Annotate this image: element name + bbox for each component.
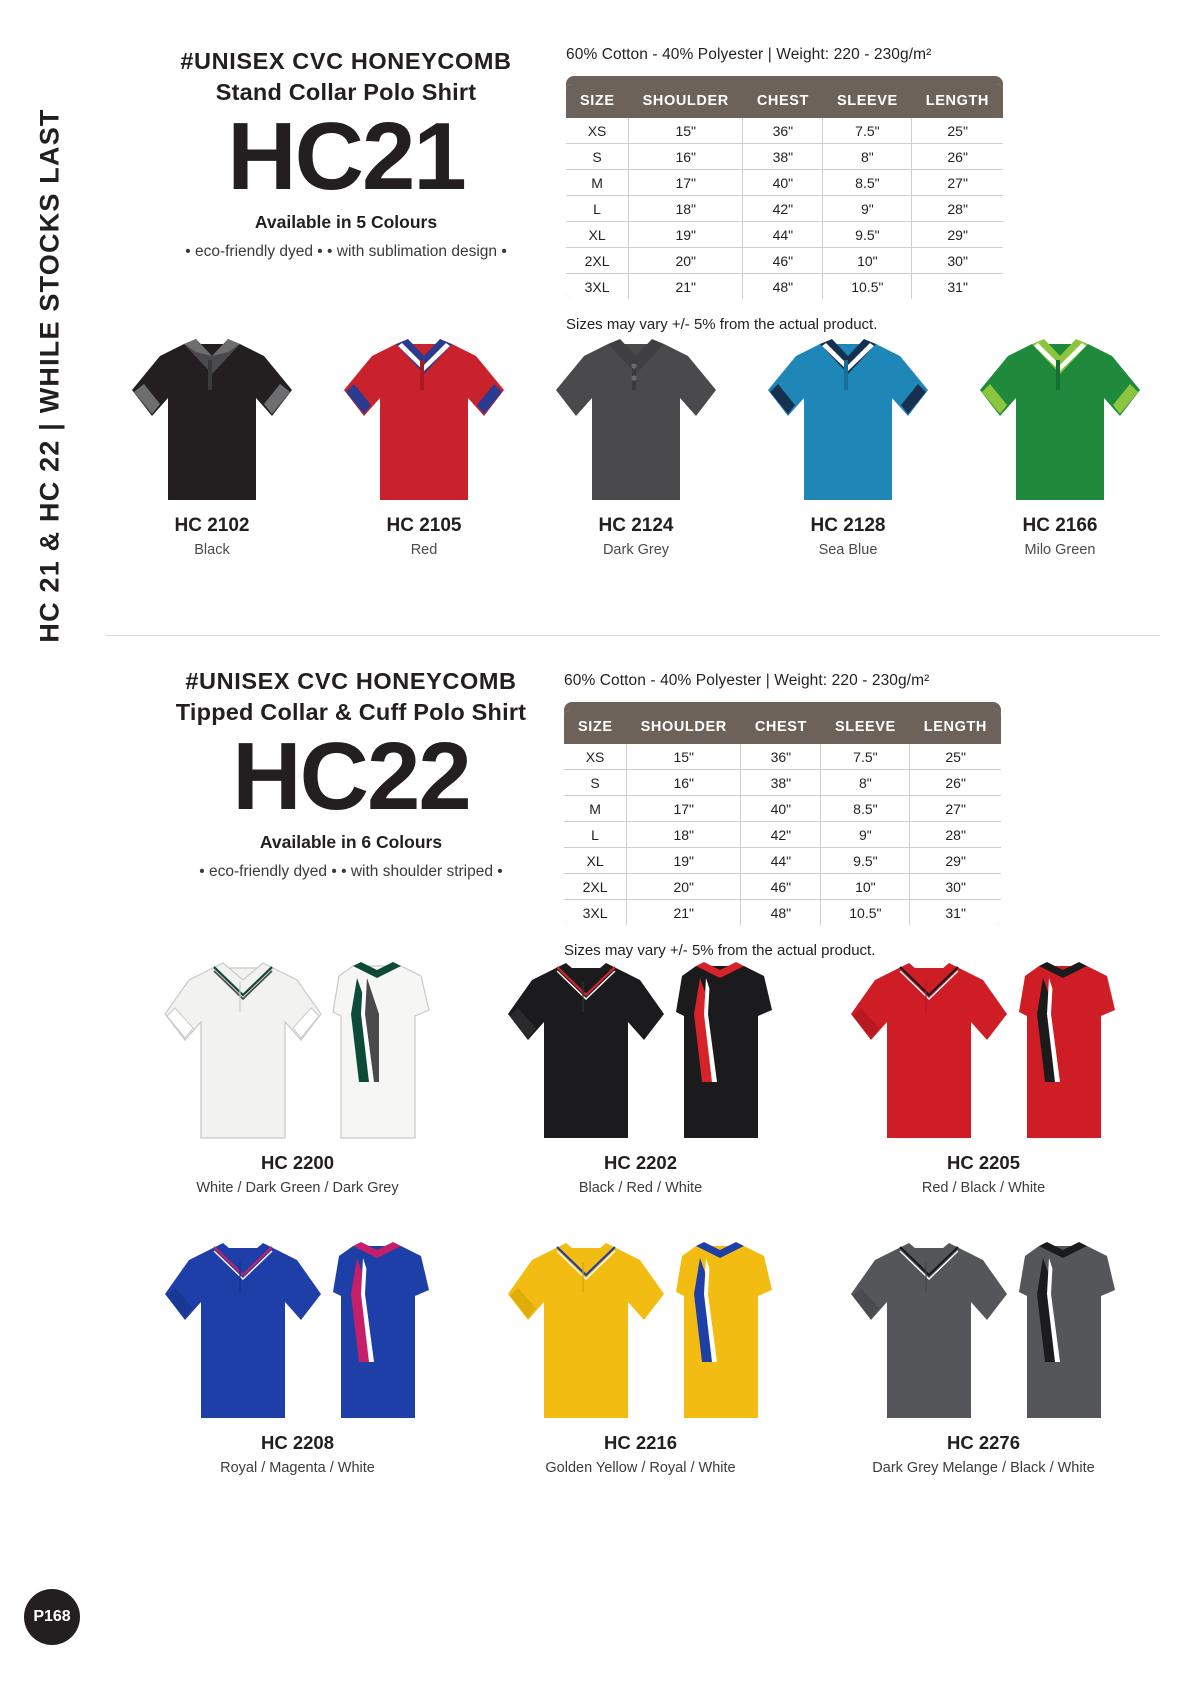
- cell-length: 28": [910, 822, 1001, 848]
- product-code: HC 2166: [1022, 515, 1098, 536]
- polo-shirt-pair-illustration: [153, 1232, 443, 1432]
- product-colour: Dark Grey Melange / Black / White: [872, 1460, 1095, 1476]
- product-hc2128[interactable]: [742, 330, 954, 558]
- cell-length: 25": [912, 118, 1003, 144]
- th-size: SIZE: [566, 84, 629, 118]
- table-row: [564, 848, 1001, 874]
- cell-shoulder: 21": [629, 274, 743, 300]
- cell-chest: 38": [741, 770, 821, 796]
- polo-shirt-illustration: [122, 330, 302, 515]
- product-colour: Red / Black / White: [921, 1180, 1046, 1196]
- cell-sleeve: 7.5": [823, 118, 912, 144]
- product-code: HC 2202: [603, 1152, 677, 1173]
- product-code: HC 2208: [260, 1432, 334, 1453]
- hc21-heading-line1: #UNISEX CVC HONEYCOMB: [180, 48, 512, 74]
- cell-shoulder: 21": [627, 900, 741, 926]
- cell-sleeve: 9.5": [821, 848, 910, 874]
- table-header-row: [564, 710, 1001, 744]
- product-hc2200[interactable]: [126, 952, 469, 1196]
- cell-size: XS: [564, 744, 627, 770]
- cell-size: 3XL: [564, 900, 627, 926]
- product-hc2205[interactable]: [812, 952, 1155, 1196]
- product-colour: Golden Yellow / Royal / White: [545, 1460, 736, 1476]
- hc21-size-table-wrap: [566, 76, 1003, 299]
- table-row: [564, 874, 1001, 900]
- cell-length: 30": [912, 248, 1003, 274]
- cell-size: XS: [566, 118, 629, 144]
- polo-shirt-illustration: [546, 330, 726, 515]
- cell-shoulder: 18": [629, 196, 743, 222]
- product-colour: Sea Blue: [818, 542, 878, 558]
- hc22-heading-line2: Tipped Collar & Cuff Polo Shirt: [175, 699, 527, 725]
- hc22-product-row-2: [126, 1232, 1156, 1476]
- hc21-features: • eco-friendly dyed • • with sublimation design •: [185, 242, 507, 260]
- hc21-availability: Available in 5 Colours: [254, 211, 438, 232]
- cell-sleeve: 9.5": [823, 222, 912, 248]
- product-code: HC 2205: [946, 1152, 1020, 1173]
- cell-sleeve: 8.5": [823, 170, 912, 196]
- product-colour: Red: [410, 542, 438, 558]
- product-hc2102[interactable]: [106, 330, 318, 558]
- polo-shirt-pair-illustration: [839, 1232, 1129, 1432]
- product-colour: Black: [194, 542, 230, 558]
- hc21-spec-block: [566, 46, 1166, 333]
- hc22-heading-line1: #UNISEX CVC HONEYCOMB: [185, 668, 517, 694]
- sidebar-vertical-label: HC 21 & HC 22 | WHILE STOCKS LAST: [34, 108, 65, 643]
- cell-chest: 44": [743, 222, 823, 248]
- hc21-title-block: [126, 48, 566, 261]
- product-hc2124[interactable]: [530, 330, 742, 558]
- cell-length: 29": [912, 222, 1003, 248]
- cell-shoulder: 17": [627, 796, 741, 822]
- cell-shoulder: 17": [629, 170, 743, 196]
- cell-chest: 48": [741, 900, 821, 926]
- product-code: HC 2128: [810, 515, 886, 536]
- cell-sleeve: 7.5": [821, 744, 910, 770]
- hc22-spec-block: [564, 672, 1174, 959]
- cell-sleeve: 10": [823, 248, 912, 274]
- cell-length: 27": [910, 796, 1001, 822]
- polo-shirt-pair-illustration: [153, 952, 443, 1152]
- cell-shoulder: 15": [627, 744, 741, 770]
- hc22-size-table-wrap: [564, 702, 1001, 925]
- cell-sleeve: 8": [821, 770, 910, 796]
- th-shoulder: SHOULDER: [629, 84, 743, 118]
- cell-length: 25": [910, 744, 1001, 770]
- product-hc2105[interactable]: [318, 330, 530, 558]
- hc21-heading-line2: Stand Collar Polo Shirt: [215, 79, 477, 105]
- polo-shirt-illustration: [334, 330, 514, 515]
- cell-shoulder: 20": [629, 248, 743, 274]
- table-row: [564, 822, 1001, 848]
- product-colour: White / Dark Green / Dark Grey: [196, 1180, 399, 1196]
- product-colour: Milo Green: [1024, 542, 1096, 558]
- hc21-fabric-spec: 60% Cotton - 40% Polyester | Weight: 220 - 230g/m²: [566, 46, 932, 63]
- cell-size: S: [566, 144, 629, 170]
- table-row: [566, 222, 1003, 248]
- cell-length: 31": [912, 274, 1003, 300]
- cell-sleeve: 9": [821, 822, 910, 848]
- product-code: HC 2124: [598, 515, 674, 536]
- product-code: HC 2102: [174, 515, 250, 536]
- hc22-features: • eco-friendly dyed • • with shoulder striped •: [199, 862, 503, 880]
- product-colour: Dark Grey: [602, 542, 670, 558]
- product-hc2276[interactable]: [812, 1232, 1155, 1476]
- product-hc2208[interactable]: [126, 1232, 469, 1476]
- th-chest: CHEST: [741, 710, 821, 744]
- cell-shoulder: 15": [629, 118, 743, 144]
- table-row: [566, 274, 1003, 300]
- th-length: LENGTH: [910, 710, 1001, 744]
- polo-shirt-pair-illustration: [839, 952, 1129, 1152]
- table-row: [564, 744, 1001, 770]
- th-length: LENGTH: [912, 84, 1003, 118]
- cell-sleeve: 10.5": [821, 900, 910, 926]
- th-sleeve: SLEEVE: [821, 710, 910, 744]
- cell-size: 2XL: [564, 874, 627, 900]
- product-hc2166[interactable]: [954, 330, 1166, 558]
- cell-size: M: [566, 170, 629, 196]
- cell-chest: 46": [741, 874, 821, 900]
- table-row: [564, 796, 1001, 822]
- th-size: SIZE: [564, 710, 627, 744]
- hc21-size-table: [566, 84, 1003, 299]
- product-code: HC 2200: [260, 1152, 334, 1173]
- polo-shirt-pair-illustration: [496, 1232, 786, 1432]
- hc21-size-note: Sizes may vary +/- 5% from the actual product.: [566, 316, 878, 333]
- table-row: [564, 770, 1001, 796]
- cell-shoulder: 19": [627, 848, 741, 874]
- cell-size: S: [564, 770, 627, 796]
- product-code: HC 2216: [603, 1432, 677, 1453]
- hc22-style-code: HC22: [232, 723, 470, 830]
- cell-chest: 42": [741, 822, 821, 848]
- cell-sleeve: 10": [821, 874, 910, 900]
- cell-chest: 36": [743, 118, 823, 144]
- left-sidebar: [0, 0, 96, 1683]
- cell-shoulder: 16": [627, 770, 741, 796]
- cell-chest: 46": [743, 248, 823, 274]
- cell-chest: 36": [741, 744, 821, 770]
- hc22-availability: Available in 6 Colours: [259, 831, 443, 852]
- product-code: HC 2276: [946, 1432, 1020, 1453]
- hc22-fabric-spec: 60% Cotton - 40% Polyester | Weight: 220 - 230g/m²: [564, 672, 930, 689]
- hc22-product-row-1: [126, 952, 1156, 1196]
- product-hc2216[interactable]: [469, 1232, 812, 1476]
- cell-sleeve: 8": [823, 144, 912, 170]
- table-row: [566, 196, 1003, 222]
- cell-chest: 38": [743, 144, 823, 170]
- cell-size: L: [564, 822, 627, 848]
- th-shoulder: SHOULDER: [627, 710, 741, 744]
- cell-length: 26": [912, 144, 1003, 170]
- product-colour: Royal / Magenta / White: [220, 1460, 375, 1476]
- cell-chest: 40": [741, 796, 821, 822]
- cell-size: 3XL: [566, 274, 629, 300]
- cell-length: 29": [910, 848, 1001, 874]
- cell-sleeve: 8.5": [821, 796, 910, 822]
- polo-shirt-pair-illustration: [496, 952, 786, 1152]
- th-chest: CHEST: [743, 84, 823, 118]
- cell-shoulder: 20": [627, 874, 741, 900]
- hc21-product-row: [106, 330, 1170, 558]
- cell-length: 31": [910, 900, 1001, 926]
- hc22-size-table: [564, 710, 1001, 925]
- cell-shoulder: 16": [629, 144, 743, 170]
- product-hc2202[interactable]: [469, 952, 812, 1196]
- product-code: HC 2105: [386, 515, 462, 536]
- cell-chest: 48": [743, 274, 823, 300]
- cell-chest: 44": [741, 848, 821, 874]
- product-colour: Black / Red / White: [578, 1180, 703, 1196]
- table-row: [566, 144, 1003, 170]
- cell-length: 27": [912, 170, 1003, 196]
- cell-size: 2XL: [566, 248, 629, 274]
- cell-shoulder: 18": [627, 822, 741, 848]
- cell-length: 30": [910, 874, 1001, 900]
- polo-shirt-illustration: [758, 330, 938, 515]
- section-divider: [106, 635, 1160, 636]
- cell-size: L: [566, 196, 629, 222]
- cell-sleeve: 9": [823, 196, 912, 222]
- th-sleeve: SLEEVE: [823, 84, 912, 118]
- cell-length: 26": [910, 770, 1001, 796]
- table-row: [566, 118, 1003, 144]
- table-row: [566, 170, 1003, 196]
- page-content: [96, 0, 1200, 1683]
- page-number-badge: P168: [24, 1589, 80, 1645]
- cell-size: XL: [566, 222, 629, 248]
- cell-shoulder: 19": [629, 222, 743, 248]
- cell-chest: 42": [743, 196, 823, 222]
- polo-shirt-illustration: [970, 330, 1150, 515]
- hc21-style-code: HC21: [227, 103, 465, 210]
- cell-length: 28": [912, 196, 1003, 222]
- table-header-row: [566, 84, 1003, 118]
- cell-size: XL: [564, 848, 627, 874]
- hc22-title-block: [116, 668, 586, 881]
- cell-chest: 40": [743, 170, 823, 196]
- table-row: [566, 248, 1003, 274]
- table-row: [564, 900, 1001, 926]
- cell-sleeve: 10.5": [823, 274, 912, 300]
- hc22-size-note: Sizes may vary +/- 5% from the actual product.: [564, 942, 876, 959]
- cell-size: M: [564, 796, 627, 822]
